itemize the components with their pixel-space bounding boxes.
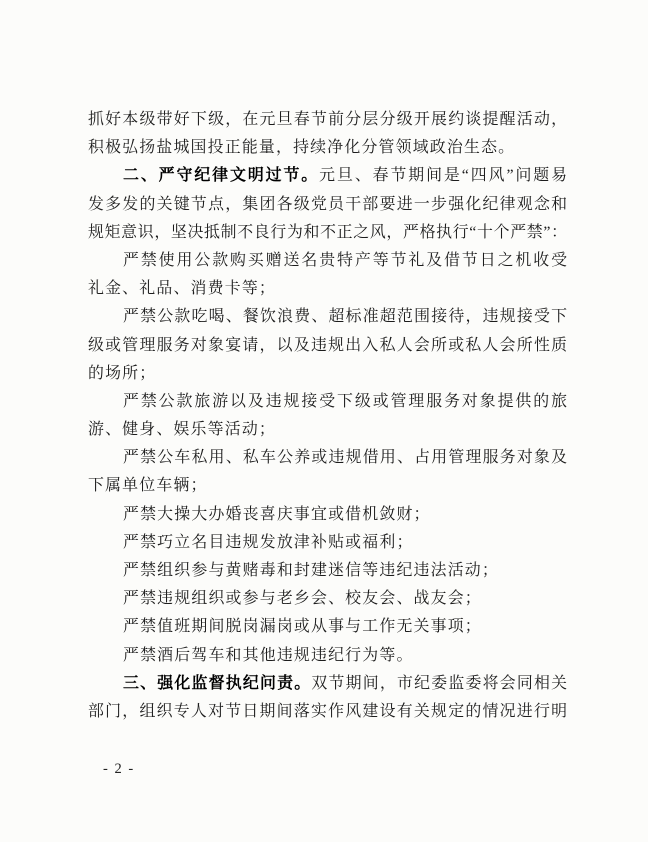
text-line [88, 529, 567, 557]
text-line [88, 191, 567, 219]
text-line [88, 416, 567, 444]
text-run: 发多发的关键节点，集团各级党员干部要进一步强化纪律观念和 [88, 195, 567, 213]
text-run: 严禁违规组织或参与老乡会、校友会、战友会； [123, 590, 482, 608]
page-number: - 2 - [103, 761, 135, 777]
text-run: 双节期间，市纪委监委将会同相关 [311, 674, 568, 692]
text-run: 部门，组织专人对节日期间落实作风建设有关规定的情况进行明 [88, 702, 567, 720]
text-run: 严禁值班期间脱岗漏岗或从事与工作无关事项； [123, 618, 482, 636]
text-line [88, 162, 567, 190]
text-line [88, 134, 567, 162]
text-line [88, 247, 567, 275]
text-line [88, 557, 567, 585]
text-run: 规矩意识，坚决抵制不良行为和不正之风，严格执行“十个严禁”： [88, 223, 567, 241]
text-line [88, 275, 567, 303]
text-line [88, 388, 567, 416]
text-run: 严禁酒后驾车和其他违规违纪行为等。 [123, 646, 414, 664]
document-body [88, 106, 567, 726]
text-line [88, 698, 567, 726]
text-run: 的场所； [88, 364, 157, 382]
text-line [88, 472, 567, 500]
text-run: 元旦、春节期间是“四风”问题易 [319, 167, 568, 185]
text-line [88, 670, 567, 698]
text-line [88, 585, 567, 613]
text-run: 严禁大操大办婚丧喜庆事宜或借机敛财； [123, 505, 431, 523]
text-line [88, 332, 567, 360]
text-run: 严禁使用公款购买赠送名贵特产等节礼及借节日之机收受 [123, 251, 567, 269]
text-run: 严禁公款吃喝、餐饮浪费、超标准超范围接待，违规接受下 [123, 308, 567, 326]
text-line [88, 501, 567, 529]
text-run: 严禁组织参与黄赌毒和封建迷信等违纪违法活动； [123, 562, 499, 579]
text-run: 抓好本级带好下级，在元旦春节前分层分级开展约谈提醒活动， [88, 111, 567, 128]
text-run: 积极弘扬盐城国投正能量，持续净化分管领域政治生态。 [88, 139, 516, 157]
text-run: 严禁巧立名目违规发放津补贴或福利； [123, 533, 414, 551]
text-line [88, 642, 567, 670]
text-line [88, 444, 567, 472]
section-heading-run: 二、严守纪律文明过节。 [123, 167, 320, 185]
text-line [88, 219, 567, 247]
text-line [88, 613, 567, 641]
section-heading-run: 三、强化监督执纪问责。 [123, 674, 312, 692]
text-run: 游、健身、娱乐等活动； [88, 421, 276, 439]
text-line [88, 106, 567, 134]
text-line [88, 303, 567, 331]
text-run: 礼金、礼品、消费卡等； [88, 280, 276, 298]
text-run: 严禁公款旅游以及违规接受下级或管理服务对象提供的旅 [123, 392, 567, 410]
text-run: 级或管理服务对象宴请，以及违规出入私人会所或私人会所性质 [88, 336, 567, 354]
text-line [88, 360, 567, 388]
text-run: 下属单位车辆； [88, 477, 208, 495]
text-run: 严禁公车私用、私车公养或违规借用、占用管理服务对象及 [123, 449, 567, 467]
